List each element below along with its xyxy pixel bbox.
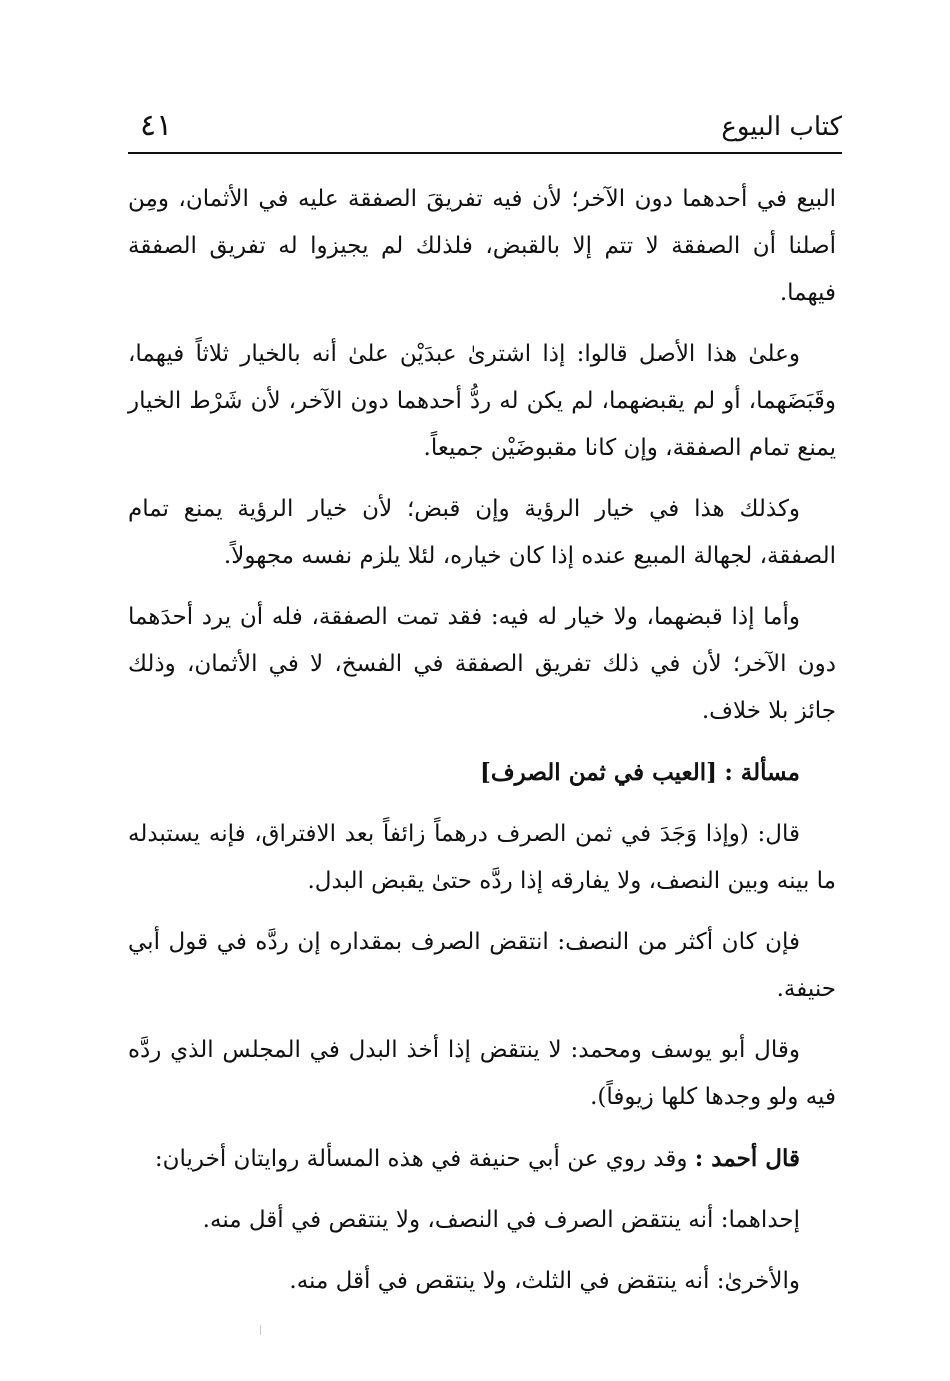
page-body — [128, 176, 836, 1319]
ahmad-label: قال أحمد : — [694, 1145, 800, 1172]
heading-title: [العيب في ثمن الصرف] — [479, 759, 717, 786]
paragraph: فإن كان أكثر من النصف: انتقض الصرف بمقداره إن ردَّه في قول أبي حنيفة. — [128, 929, 836, 1002]
paragraph: وكذلك هذا في خيار الرؤية وإن قبض؛ لأن خيار الرؤية يمنع تمام الصفقة، لجهالة المبيع عنده إذا كان خياره، لئلا يلزم نفسه مجهولاً. — [128, 496, 836, 569]
paragraph: وقال أبو يوسف ومحمد: لا ينتقض إذا أخذ البدل في المجلس الذي ردَّه فيه ولو وجدها كلها زيوفاً). — [128, 1037, 836, 1110]
section-heading — [128, 749, 836, 797]
page-header — [128, 108, 842, 148]
ahmad-text: وقد روي عن أبي حنيفة في هذه المسألة روايتان أخريان: — [154, 1146, 688, 1172]
running-title: كتاب البيوع — [721, 112, 842, 142]
paragraph: البيع في أحدهما دون الآخر؛ لأن فيه تفريقَ الصفقة عليه في الأثمان، ومِن أصلنا أن الصفقة لا تتم إلا بالقبض، فلذلك لم يجيزوا له تفريق الصفقة فيهما. — [128, 186, 836, 306]
header-rule — [128, 152, 842, 154]
heading-label: مسألة : — [724, 759, 800, 786]
ahmad-paragraph — [128, 1135, 836, 1183]
paragraph: قال: (وإذا وَجَدَ في ثمن الصرف درهماً زائفاً بعد الافتراق، فإنه يستبدله ما بينه وبين النصف، ولا يفارقه إذا ردَّه حتىٰ يقبض البدل. — [128, 821, 836, 894]
paragraph: وأما إذا قبضهما، ولا خيار له فيه: فقد تمت الصفقة، فله أن يرد أحدَهما دون الآخر؛ لأن في ذلك تفريق الصفقة في الفسخ، لا في الأثمان، وذلك جائز بلا خلاف. — [128, 604, 836, 724]
riwaya-line: والأخرىٰ: أنه ينتقض في الثلث، ولا ينتقص في أقل منه. — [289, 1268, 800, 1294]
scan-mark — [260, 1325, 261, 1335]
page-number: ٤١ — [140, 108, 173, 143]
riwaya-line: إحداهما: أنه ينتقض الصرف في النصف، ولا ينتقص في أقل منه. — [202, 1207, 800, 1233]
paragraph: وعلىٰ هذا الأصل قالوا: إذا اشترىٰ عبدَيْن علىٰ أنه بالخيار ثلاثاً فيهما، وقَبَضَهما، أو لم يقبضهما، لم يكن له ردُّ أحدهما دون الآخر، لأن شَرْط الخيار يمنع تمام الصفقة، وإن كانا مقبوضَيْن جميعاً. — [128, 341, 836, 461]
